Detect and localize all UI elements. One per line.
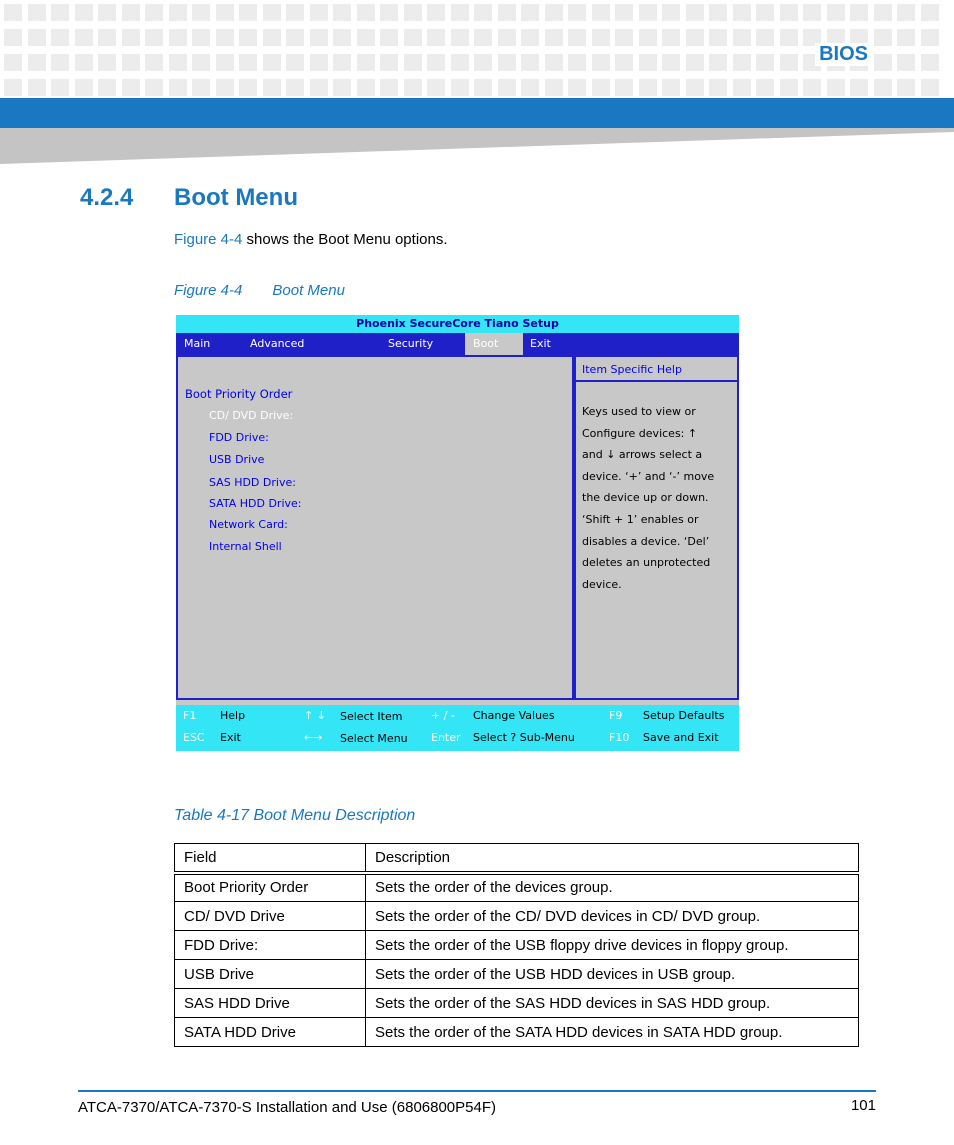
header-pattern-square xyxy=(169,29,187,46)
boot-item[interactable]: SAS HDD Drive: xyxy=(209,476,296,489)
boot-item[interactable]: CD/ DVD Drive: xyxy=(209,409,294,422)
figure-name: Boot Menu xyxy=(272,282,345,299)
header-pattern-square xyxy=(427,4,445,21)
header-pattern-square xyxy=(568,29,586,46)
header-pattern-square xyxy=(709,29,727,46)
header-pattern-square xyxy=(756,79,774,96)
page-number: 101 xyxy=(850,1097,876,1114)
header-pattern xyxy=(0,0,954,98)
header-pattern-square xyxy=(686,54,704,71)
header-pattern-square xyxy=(239,4,257,21)
header-pattern-square xyxy=(98,29,116,46)
header-pattern-square xyxy=(592,54,610,71)
header-pattern-square xyxy=(145,54,163,71)
header-pattern-square xyxy=(263,29,281,46)
header-pattern-square xyxy=(474,54,492,71)
table-row xyxy=(175,989,859,1018)
header-pattern-square xyxy=(192,4,210,21)
header-pattern-square xyxy=(310,29,328,46)
table-row xyxy=(175,902,859,931)
help-line: ‘Shift + 1’ enables or xyxy=(582,512,699,526)
header-pattern-square xyxy=(357,29,375,46)
header-pattern-square xyxy=(733,4,751,21)
header-pattern-square xyxy=(51,29,69,46)
footer-rule xyxy=(78,1090,876,1092)
header-pattern-square xyxy=(145,4,163,21)
header-pattern-square xyxy=(850,4,868,21)
section-number: 4.2.4 xyxy=(80,184,134,211)
header-pattern-square xyxy=(521,79,539,96)
header-pattern-square xyxy=(263,54,281,71)
header-pattern-square xyxy=(333,54,351,71)
header-pattern-square xyxy=(780,54,798,71)
header-pattern-square xyxy=(4,54,22,71)
header-pattern-square xyxy=(380,54,398,71)
key-f9: F9 xyxy=(609,709,623,722)
header-pattern-square xyxy=(545,4,563,21)
header-pattern-square xyxy=(850,79,868,96)
header-pattern-square xyxy=(98,4,116,21)
header-pattern-square xyxy=(310,4,328,21)
header-pattern-square xyxy=(897,29,915,46)
key-enter: Enter xyxy=(431,731,461,744)
header-pattern-square xyxy=(427,54,445,71)
header-pattern-square xyxy=(639,4,657,21)
header-pattern-square xyxy=(333,79,351,96)
cell-description: Sets the order of the CD/ DVD devices in CD/ DVD group. xyxy=(366,902,859,931)
header-pattern-square xyxy=(451,4,469,21)
header-pattern-square xyxy=(709,54,727,71)
header-pattern-square xyxy=(98,79,116,96)
header-pattern-square xyxy=(921,54,939,71)
help-line: device. xyxy=(582,577,622,591)
header-pattern-square xyxy=(192,54,210,71)
help-line: Keys used to view or xyxy=(582,405,696,418)
table-row xyxy=(175,1018,859,1047)
key-f9-desc: Setup Defaults xyxy=(643,709,725,722)
header-pattern-square xyxy=(451,54,469,71)
header-pattern-square xyxy=(827,4,845,21)
header-pattern-square xyxy=(51,79,69,96)
header-pattern-square xyxy=(122,29,140,46)
header-pattern-square xyxy=(145,79,163,96)
header-pattern-square xyxy=(169,4,187,21)
header-pattern-square xyxy=(615,4,633,21)
header-pattern-square xyxy=(639,29,657,46)
header-pattern-square xyxy=(169,54,187,71)
key-leftright: ←→ xyxy=(304,731,323,744)
header-pattern-square xyxy=(827,79,845,96)
bios-menu-boot[interactable]: Boot xyxy=(465,333,523,355)
header-pattern-square xyxy=(592,4,610,21)
header-pattern-square xyxy=(122,54,140,71)
help-title: Item Specific Help xyxy=(576,357,737,382)
help-line: the device up or down. xyxy=(582,491,709,505)
key-leftright-desc: Select Menu xyxy=(340,732,408,745)
cell-description: Sets the order of the SATA HDD devices in SATA HDD group. xyxy=(366,1018,859,1047)
table-caption: Table 4-17 Boot Menu Description xyxy=(174,807,416,824)
help-line: deletes an unprotected xyxy=(582,556,711,570)
header-pattern-square xyxy=(756,4,774,21)
help-line: disables a device. ‘Del’ xyxy=(582,534,710,548)
header-pattern-square xyxy=(780,4,798,21)
header-pattern-square xyxy=(122,79,140,96)
header-pattern-square xyxy=(286,4,304,21)
header-pattern-square xyxy=(545,54,563,71)
header-pattern-square xyxy=(474,4,492,21)
header-pattern-square xyxy=(568,54,586,71)
header-pattern-square xyxy=(709,4,727,21)
cell-field: USB Drive xyxy=(175,960,366,989)
help-line: Configure devices: ↑ xyxy=(582,426,698,440)
header-pattern-square xyxy=(874,4,892,21)
header-pattern-square xyxy=(662,29,680,46)
bios-help-panel xyxy=(574,355,739,700)
header-pattern-square xyxy=(75,4,93,21)
cell-description: Sets the order of the SAS HDD devices in SAS HDD group. xyxy=(366,989,859,1018)
header-pattern-square xyxy=(662,79,680,96)
key-enter-desc: Select ? Sub-Menu xyxy=(473,731,575,744)
header-pattern-square xyxy=(615,79,633,96)
header-pattern-square xyxy=(75,54,93,71)
cell-field: CD/ DVD Drive xyxy=(175,902,366,931)
header-pattern-square xyxy=(310,79,328,96)
header-pattern-square xyxy=(545,29,563,46)
boot-item[interactable]: USB Drive xyxy=(209,453,265,466)
header-pattern-square xyxy=(4,29,22,46)
cell-field: SATA HDD Drive xyxy=(175,1018,366,1047)
header-pattern-square xyxy=(4,4,22,21)
bios-main-panel xyxy=(176,355,574,700)
table-row xyxy=(175,960,859,989)
header-pattern-square xyxy=(216,4,234,21)
figure-caption xyxy=(174,282,345,299)
header-pattern-square xyxy=(169,79,187,96)
header-pattern-square xyxy=(803,79,821,96)
key-plusminus: + / - xyxy=(431,709,455,722)
header-field: Field xyxy=(175,844,366,873)
header-pattern-square xyxy=(28,29,46,46)
header-pattern-square xyxy=(592,29,610,46)
header-pattern-square xyxy=(521,4,539,21)
cell-description: Sets the order of the USB floppy drive devices in floppy group. xyxy=(366,931,859,960)
header-pattern-square xyxy=(51,4,69,21)
header-pattern-square xyxy=(4,79,22,96)
header-pattern-square xyxy=(357,79,375,96)
header-pattern-square xyxy=(404,29,422,46)
header-pattern-square xyxy=(380,4,398,21)
header-pattern-square xyxy=(357,4,375,21)
header-pattern-square xyxy=(145,29,163,46)
header-description: Description xyxy=(366,844,859,873)
header-pattern-square xyxy=(803,4,821,21)
header-pattern-square xyxy=(286,79,304,96)
header-pattern-square xyxy=(921,4,939,21)
bios-key-legend xyxy=(176,705,739,751)
key-updown-desc: Select Item xyxy=(340,710,403,723)
cell-field: FDD Drive: xyxy=(175,931,366,960)
header-pattern-square xyxy=(498,4,516,21)
header-pattern-square xyxy=(756,54,774,71)
help-line: and ↓ arrows select a xyxy=(582,448,703,462)
header-pattern-square xyxy=(592,79,610,96)
cell-description: Sets the order of the USB HDD devices in USB group. xyxy=(366,960,859,989)
header-pattern-square xyxy=(333,4,351,21)
header-pattern-square xyxy=(756,29,774,46)
header-pattern-square xyxy=(28,4,46,21)
table-row xyxy=(175,873,859,902)
header-pattern-square xyxy=(310,54,328,71)
header-pattern-square xyxy=(192,29,210,46)
header-pattern-square xyxy=(897,4,915,21)
header-pattern-square xyxy=(686,4,704,21)
header-pattern-square xyxy=(498,79,516,96)
key-plusminus-desc: Change Values xyxy=(473,709,555,722)
table-header-row xyxy=(175,844,859,873)
header-pattern-square xyxy=(427,79,445,96)
header-pattern-square xyxy=(874,54,892,71)
header-pattern-square xyxy=(874,29,892,46)
bios-menu-main[interactable]: Main xyxy=(184,337,211,350)
header-pattern-square xyxy=(662,4,680,21)
key-updown: ↑ ↓ xyxy=(304,709,326,722)
header-pattern-square xyxy=(615,29,633,46)
boot-item[interactable]: FDD Drive: xyxy=(209,431,269,444)
table-row xyxy=(175,931,859,960)
header-pattern-square xyxy=(239,54,257,71)
header-pattern-square xyxy=(333,29,351,46)
boot-item[interactable]: Internal Shell xyxy=(209,540,282,553)
footer-doc-title: ATCA-7370/ATCA-7370-S Installation and Use (6806800P54F) xyxy=(78,1099,497,1116)
header-pattern-square xyxy=(615,54,633,71)
header-pattern-square xyxy=(286,54,304,71)
header-pattern-square xyxy=(451,79,469,96)
header-pattern-square xyxy=(733,79,751,96)
header-pattern-square xyxy=(263,4,281,21)
bios-menu-advanced[interactable]: Advanced xyxy=(250,337,305,350)
header-pattern-square xyxy=(380,29,398,46)
header-pattern-square xyxy=(686,79,704,96)
key-f1-desc: Help xyxy=(220,709,246,722)
cell-field: SAS HDD Drive xyxy=(175,989,366,1018)
cell-description: Sets the order of the devices group. xyxy=(366,873,859,902)
figure-link[interactable]: Figure 4-4 xyxy=(174,231,243,248)
header-pattern-square xyxy=(874,79,892,96)
header-pattern-square xyxy=(733,29,751,46)
header-band xyxy=(0,98,954,128)
header-pattern-square xyxy=(521,54,539,71)
header-pattern-square xyxy=(427,29,445,46)
help-text xyxy=(582,401,734,595)
cell-field: Boot Priority Order xyxy=(175,873,366,902)
header-pattern-square xyxy=(263,79,281,96)
header-pattern-square xyxy=(404,54,422,71)
header-pattern-square xyxy=(568,4,586,21)
header-pattern-square xyxy=(75,29,93,46)
header-pattern-square xyxy=(239,29,257,46)
bios-screenshot xyxy=(176,315,739,751)
header-pattern-square xyxy=(239,79,257,96)
header-pattern-square xyxy=(404,79,422,96)
header-pattern-square xyxy=(897,79,915,96)
header-pattern-square xyxy=(686,29,704,46)
header-pattern-square xyxy=(216,29,234,46)
key-f1: F1 xyxy=(183,709,197,722)
header-pattern-square xyxy=(733,54,751,71)
header-pattern-square xyxy=(639,79,657,96)
header-pattern-square xyxy=(662,54,680,71)
header-pattern-square xyxy=(28,54,46,71)
header-pattern-square xyxy=(474,79,492,96)
header-pattern-square xyxy=(545,79,563,96)
header-pattern-square xyxy=(897,54,915,71)
header-pattern-square xyxy=(474,29,492,46)
bios-menu-bar xyxy=(176,333,739,355)
header-pattern-square xyxy=(192,79,210,96)
header-pattern-square xyxy=(451,29,469,46)
intro-paragraph xyxy=(174,231,448,248)
header-pattern-square xyxy=(780,79,798,96)
header-pattern-square xyxy=(51,54,69,71)
header-pattern-square xyxy=(98,54,116,71)
key-f10: F10 xyxy=(609,731,630,744)
boot-item[interactable]: SATA HDD Drive: xyxy=(209,497,302,510)
header-pattern-square xyxy=(709,79,727,96)
key-esc-desc: Exit xyxy=(220,731,241,744)
header-pattern-square xyxy=(357,54,375,71)
boot-menu-description-table xyxy=(174,843,859,1047)
figure-label: Figure 4-4 xyxy=(174,282,243,299)
header-pattern-square xyxy=(780,29,798,46)
section-tag: BIOS xyxy=(815,43,872,66)
header-pattern-square xyxy=(639,54,657,71)
header-pattern-square xyxy=(216,54,234,71)
help-line: device. ‘+’ and ‘-’ move xyxy=(582,469,715,483)
header-wedge xyxy=(0,128,954,164)
header-pattern-square xyxy=(380,79,398,96)
header-pattern-square xyxy=(286,29,304,46)
header-pattern-square xyxy=(75,79,93,96)
header-pattern-square xyxy=(216,79,234,96)
header-pattern-square xyxy=(498,29,516,46)
header-pattern-square xyxy=(521,29,539,46)
boot-item[interactable]: Network Card: xyxy=(209,518,288,531)
key-esc: ESC xyxy=(183,731,205,744)
header-pattern-square xyxy=(568,79,586,96)
boot-priority-heading[interactable]: Boot Priority Order xyxy=(185,387,293,401)
bios-menu-exit[interactable]: Exit xyxy=(530,337,551,350)
bios-menu-security[interactable]: Security xyxy=(388,337,434,350)
header-pattern-square xyxy=(498,54,516,71)
bios-title: Phoenix SecureCore Tiano Setup xyxy=(176,315,739,333)
header-pattern-square xyxy=(921,29,939,46)
header-pattern-square xyxy=(28,79,46,96)
key-f10-desc: Save and Exit xyxy=(643,731,719,744)
header-pattern-square xyxy=(404,4,422,21)
header-pattern-square xyxy=(921,79,939,96)
header-pattern-square xyxy=(122,4,140,21)
section-title: Boot Menu xyxy=(174,184,298,211)
intro-text: shows the Boot Menu options. xyxy=(242,231,448,248)
